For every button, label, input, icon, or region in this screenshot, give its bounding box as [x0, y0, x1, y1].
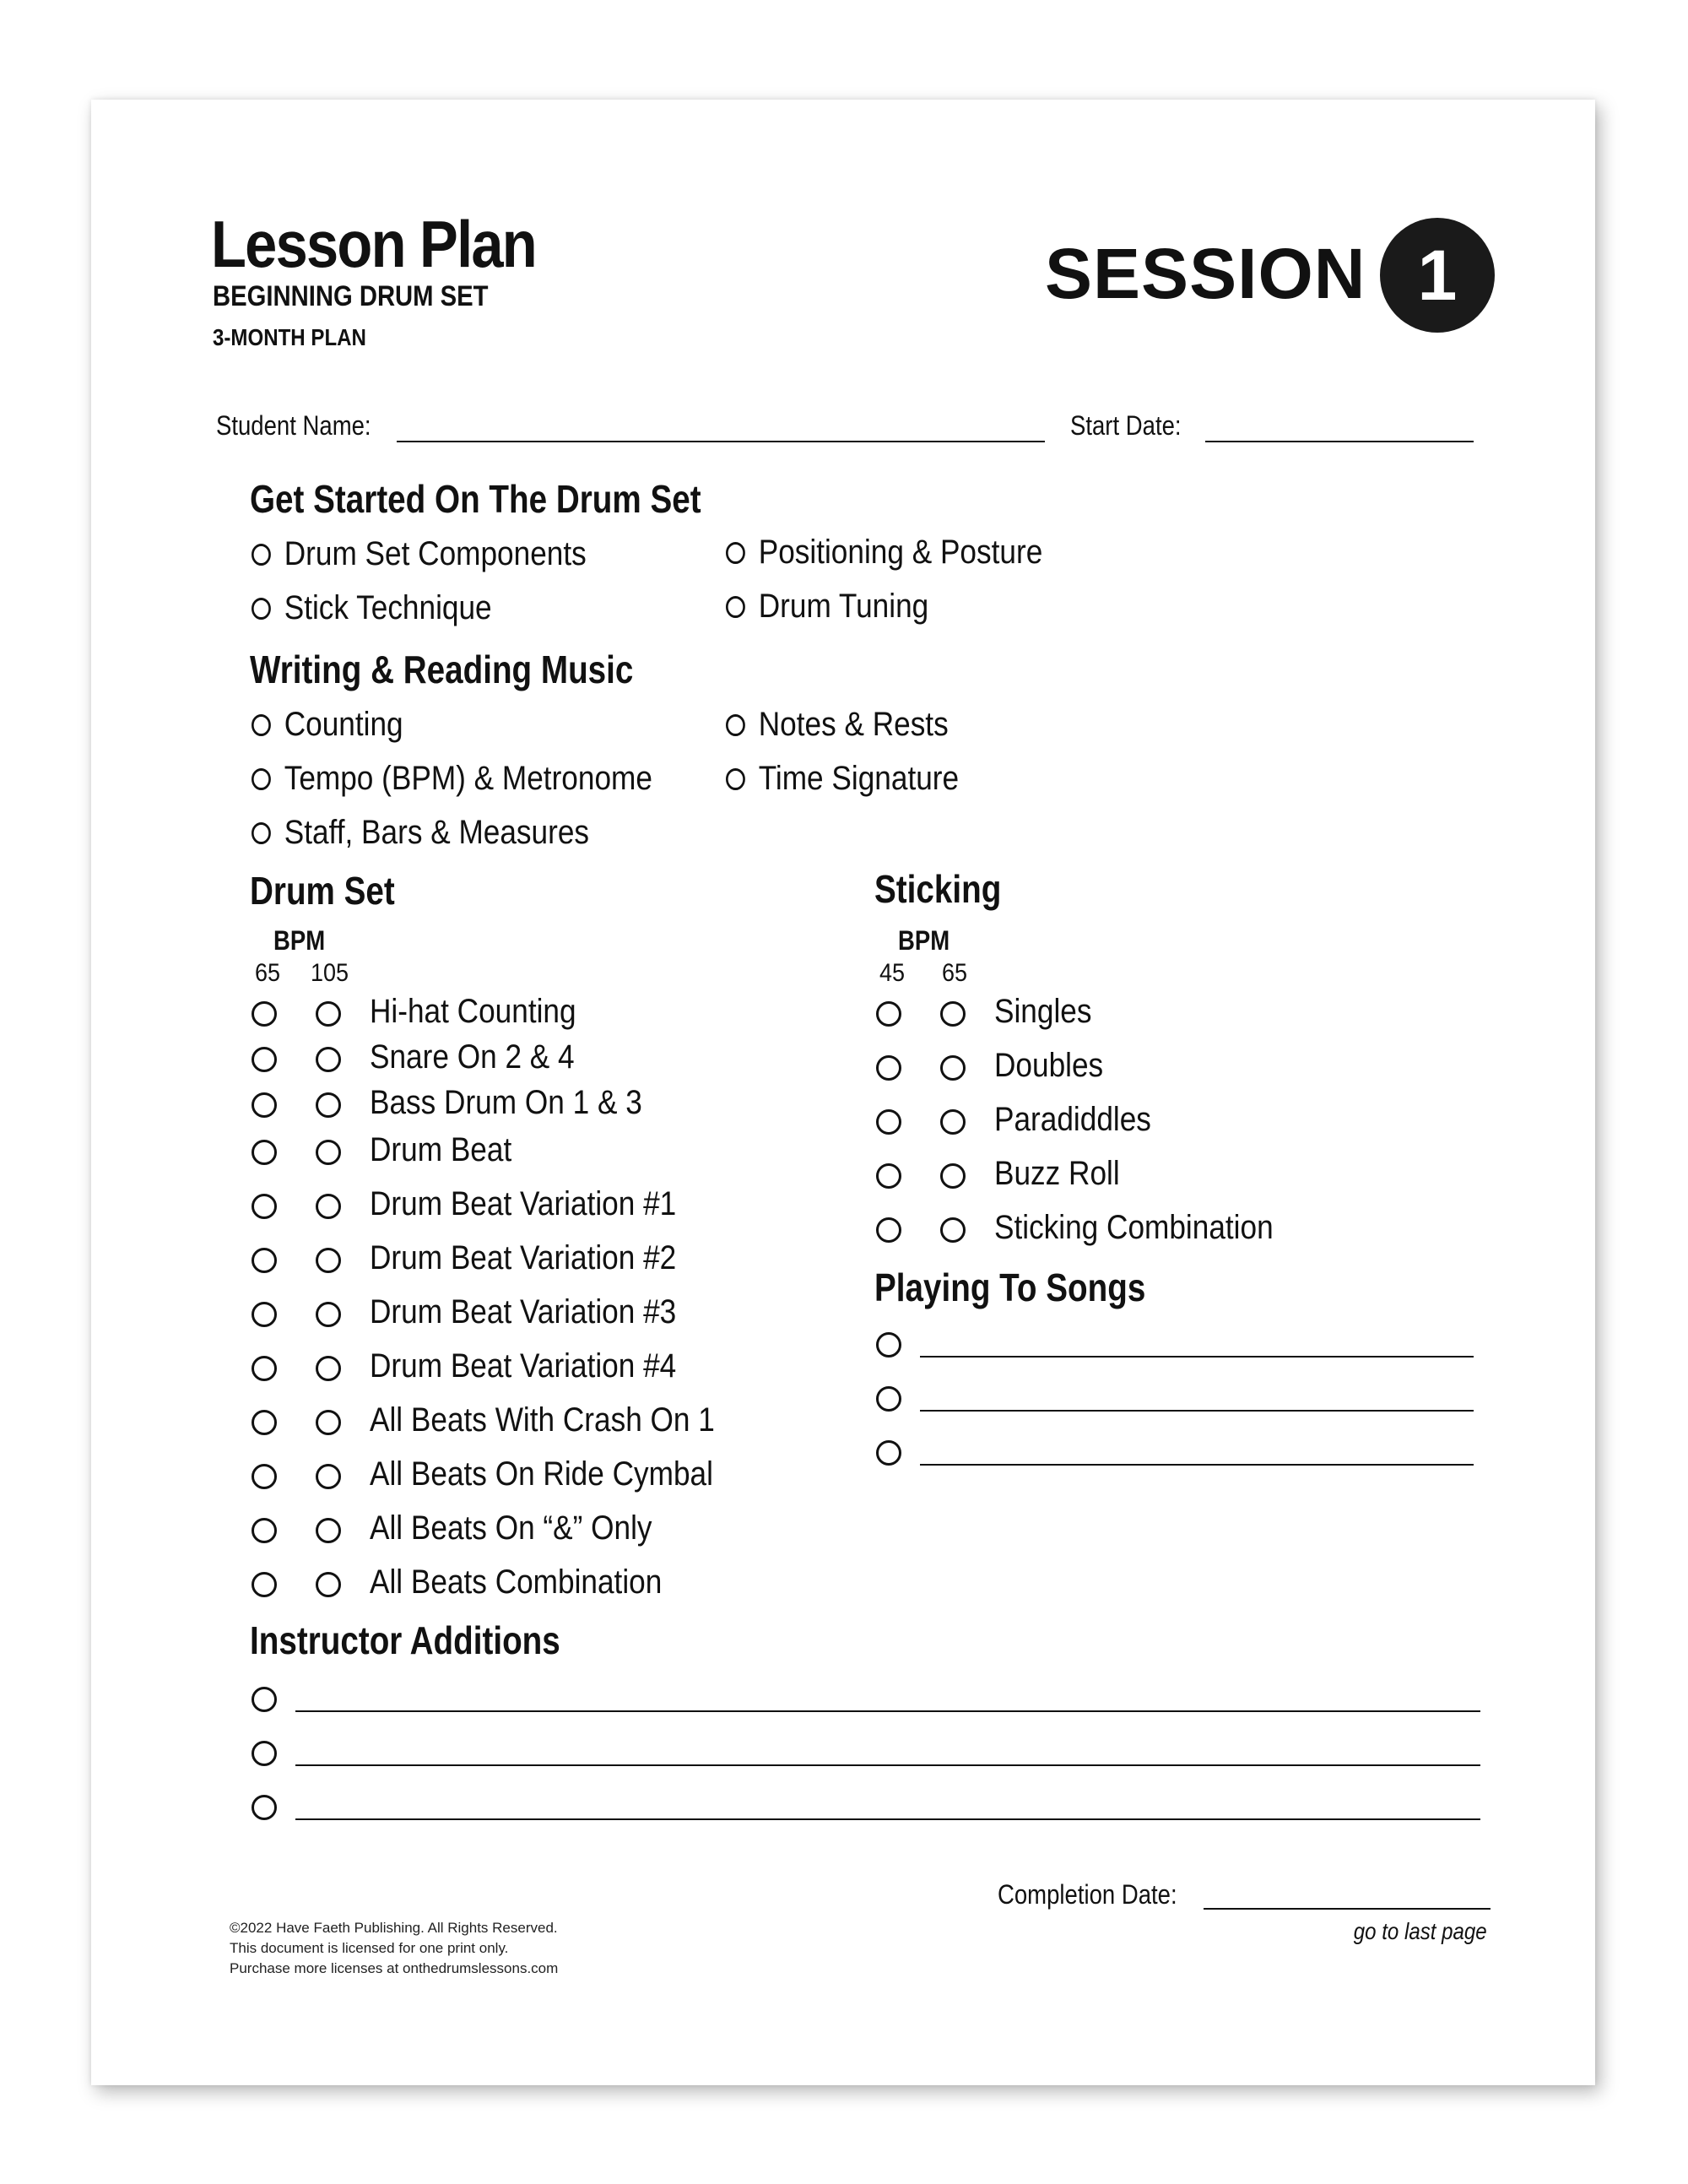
checkbox-icon[interactable]	[252, 1001, 277, 1027]
footer-copyright	[230, 1918, 558, 1979]
completion-date-line[interactable]	[1204, 1908, 1491, 1910]
sticking-row-label: Paradiddles	[994, 1101, 1151, 1138]
checklist-item[interactable]	[726, 706, 949, 744]
completion-date-label: Completion Date:	[998, 1879, 1177, 1910]
checkbox-icon[interactable]	[316, 1248, 341, 1273]
checkbox-icon[interactable]	[726, 596, 745, 618]
sticking-bpm-value-2: 65	[942, 959, 968, 987]
checklist-item-label: Drum Set Components	[284, 535, 587, 572]
sticking-bpm-label: BPM	[898, 925, 950, 956]
section-heading-writing-reading: Writing & Reading Music	[250, 648, 634, 691]
checkbox-icon[interactable]	[876, 1055, 901, 1081]
drum-set-row-label: All Beats Combination	[370, 1563, 663, 1601]
checkbox-icon[interactable]	[876, 1386, 901, 1412]
checkbox-icon[interactable]	[252, 768, 271, 790]
drum-set-row-label: Drum Beat Variation #1	[370, 1185, 677, 1222]
checkbox-icon[interactable]	[940, 1109, 966, 1135]
checkbox-icon[interactable]	[252, 1572, 277, 1597]
checkbox-icon[interactable]	[876, 1109, 901, 1135]
checkbox-icon[interactable]	[876, 1332, 901, 1358]
checkbox-icon[interactable]	[252, 1248, 277, 1273]
drum-set-row-label: Drum Beat Variation #2	[370, 1239, 677, 1276]
drum-set-row-label: Hi-hat Counting	[370, 993, 576, 1030]
checklist-item-label: Positioning & Posture	[758, 534, 1043, 571]
checkbox-icon[interactable]	[940, 1163, 966, 1189]
section-heading-instructor-additions: Instructor Additions	[250, 1618, 560, 1662]
checklist-item-label: Notes & Rests	[758, 706, 949, 743]
checkbox-icon[interactable]	[316, 1140, 341, 1165]
checkbox-icon[interactable]	[940, 1001, 966, 1027]
checkbox-icon[interactable]	[316, 1464, 341, 1489]
checkbox-icon[interactable]	[940, 1055, 966, 1081]
checkbox-icon[interactable]	[876, 1001, 901, 1027]
start-date-label: Start Date:	[1070, 410, 1182, 441]
checkbox-icon[interactable]	[316, 1047, 341, 1072]
checklist-item[interactable]	[252, 706, 403, 744]
checkbox-icon[interactable]	[316, 1572, 341, 1597]
section-heading-drum-set: Drum Set	[250, 869, 395, 913]
sticking-row-label: Singles	[994, 993, 1092, 1030]
checkbox-icon[interactable]	[726, 714, 745, 736]
checkbox-icon[interactable]	[252, 1047, 277, 1072]
session-number-badge: 1	[1380, 218, 1495, 333]
drum-set-row-label: All Beats With Crash On 1	[370, 1401, 715, 1439]
section-heading-sticking: Sticking	[874, 867, 1002, 911]
student-name-line[interactable]	[397, 441, 1045, 442]
drum-set-row-label: Drum Beat	[370, 1131, 512, 1168]
page-subtitle: BEGINNING DRUM SET	[213, 280, 489, 312]
checkbox-icon[interactable]	[252, 822, 271, 844]
checklist-item-label: Counting	[284, 706, 403, 743]
session-label: SESSION	[1045, 234, 1366, 313]
student-name-label: Student Name:	[216, 410, 371, 441]
footer-purchase-line: Purchase more licenses at onthedrumslessons.com	[230, 1960, 559, 1976]
checkbox-icon[interactable]	[316, 1092, 341, 1118]
drum-set-row-label: Bass Drum On 1 & 3	[370, 1084, 642, 1121]
checklist-item-label: Drum Tuning	[758, 588, 929, 625]
song-entry-line[interactable]	[920, 1356, 1474, 1358]
checkbox-icon[interactable]	[726, 542, 745, 564]
checkbox-icon[interactable]	[316, 1302, 341, 1327]
checklist-item-label: Time Signature	[758, 760, 960, 797]
checkbox-icon[interactable]	[252, 598, 271, 620]
checkbox-icon[interactable]	[876, 1163, 901, 1189]
checklist-item[interactable]	[726, 534, 1042, 572]
instructor-addition-line[interactable]	[295, 1764, 1480, 1766]
checkbox-icon[interactable]	[252, 544, 271, 566]
checkbox-icon[interactable]	[316, 1001, 341, 1027]
drum-set-bpm-label: BPM	[273, 925, 326, 956]
drum-set-bpm-value-1: 65	[255, 959, 281, 987]
sticking-bpm-value-1: 45	[879, 959, 906, 987]
plan-length: 3-MONTH PLAN	[213, 324, 366, 350]
checklist-item[interactable]	[726, 760, 959, 798]
checklist-item[interactable]	[252, 814, 589, 852]
checklist-item-label: Tempo (BPM) & Metronome	[284, 760, 652, 797]
checklist-item[interactable]	[252, 760, 652, 798]
checkbox-icon[interactable]	[252, 1795, 277, 1820]
song-entry-line[interactable]	[920, 1464, 1474, 1466]
drum-set-row-label: Drum Beat Variation #4	[370, 1347, 677, 1385]
start-date-line[interactable]	[1205, 441, 1474, 442]
checkbox-icon[interactable]	[252, 1410, 277, 1435]
drum-set-bpm-value-2: 105	[311, 959, 349, 987]
section-heading-playing-to-songs: Playing To Songs	[874, 1265, 1146, 1309]
checklist-item[interactable]	[252, 589, 492, 627]
instructor-addition-line[interactable]	[295, 1818, 1480, 1820]
checkbox-icon[interactable]	[726, 768, 745, 790]
instructor-addition-line[interactable]	[295, 1710, 1480, 1712]
checkbox-icon[interactable]	[876, 1217, 901, 1243]
drum-set-row-label: Drum Beat Variation #3	[370, 1293, 677, 1330]
sticking-row-label: Doubles	[994, 1047, 1104, 1084]
page-title: Lesson Plan	[211, 207, 536, 281]
checkbox-icon[interactable]	[252, 1302, 277, 1327]
checkbox-icon[interactable]	[252, 714, 271, 736]
checkbox-icon[interactable]	[252, 1687, 277, 1712]
checkbox-icon[interactable]	[252, 1741, 277, 1766]
drum-set-row-label: Snare On 2 & 4	[370, 1038, 575, 1076]
checkbox-icon[interactable]	[316, 1410, 341, 1435]
song-entry-line[interactable]	[920, 1410, 1474, 1412]
checkbox-icon[interactable]	[252, 1356, 277, 1381]
checklist-item-label: Stick Technique	[284, 589, 492, 626]
worksheet-page	[91, 100, 1595, 2085]
checkbox-icon[interactable]	[940, 1217, 966, 1243]
section-heading-get-started: Get Started On The Drum Set	[250, 477, 701, 521]
checkbox-icon[interactable]	[252, 1092, 277, 1118]
checkbox-icon[interactable]	[316, 1356, 341, 1381]
footer-license-line: This document is licensed for one print only.	[230, 1940, 509, 1956]
sticking-row-label: Buzz Roll	[994, 1155, 1120, 1192]
checklist-item[interactable]	[252, 535, 587, 573]
sticking-row-label: Sticking Combination	[994, 1209, 1274, 1246]
footer-copyright-line: ©2022 Have Faeth Publishing. All Rights Reserved.	[230, 1920, 558, 1936]
checkbox-icon[interactable]	[252, 1194, 277, 1219]
checkbox-icon[interactable]	[316, 1518, 341, 1543]
checkbox-icon[interactable]	[316, 1194, 341, 1219]
checkbox-icon[interactable]	[252, 1464, 277, 1489]
drum-set-row-label: All Beats On “&” Only	[370, 1509, 652, 1547]
drum-set-row-label: All Beats On Ride Cymbal	[370, 1455, 713, 1493]
checkbox-icon[interactable]	[252, 1518, 277, 1543]
checkbox-icon[interactable]	[876, 1440, 901, 1466]
checkbox-icon[interactable]	[252, 1140, 277, 1165]
checklist-item-label: Staff, Bars & Measures	[284, 814, 590, 851]
checklist-item[interactable]	[726, 588, 928, 626]
go-to-last-page-note: go to last page	[1354, 1918, 1487, 1944]
